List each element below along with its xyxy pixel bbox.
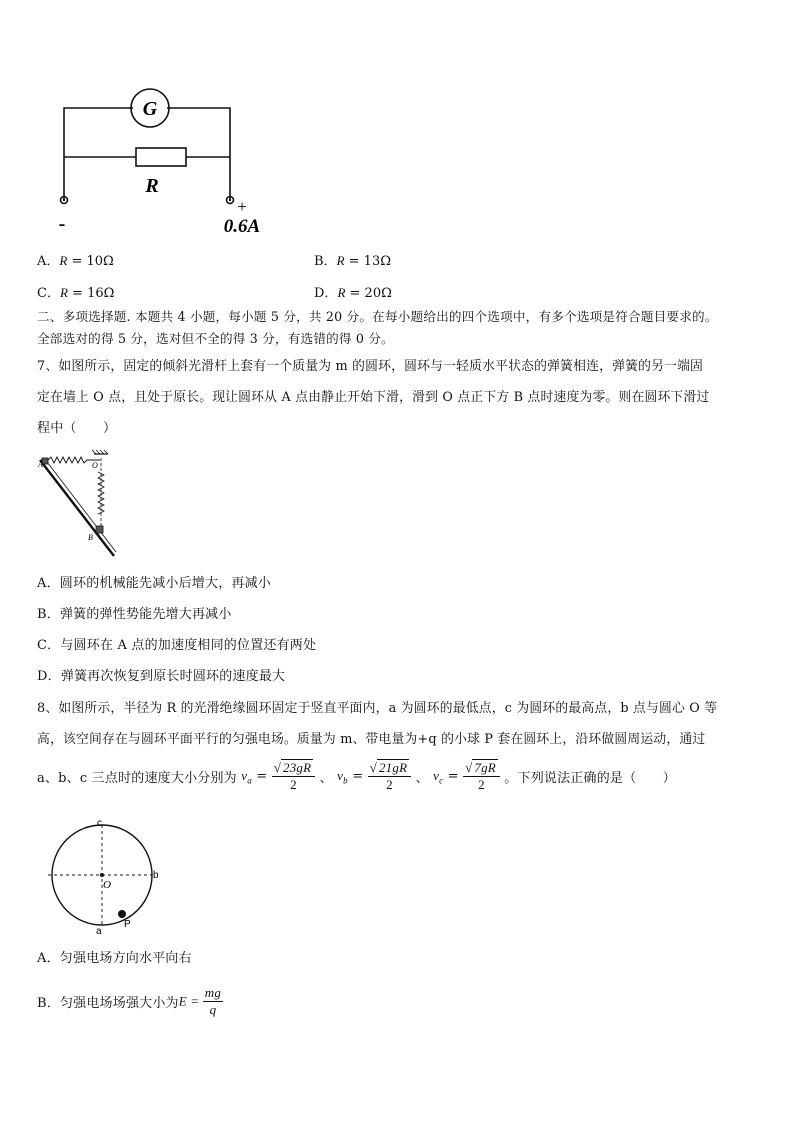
separator: 、 — [319, 771, 333, 786]
q8-line3-suffix: 。下列说法正确的是（ ） — [504, 771, 676, 786]
q7-option-a: A．圆环的机械能先减小后增大，再减小 — [37, 576, 271, 591]
q8-option-b-prefix: B．匀强电场场强大小为 — [37, 996, 179, 1011]
option-var: R — [337, 285, 346, 300]
q8-label-p: P — [124, 919, 131, 930]
option-letter: D． — [314, 286, 338, 301]
option-var: R — [59, 253, 68, 268]
q8-circle-figure — [40, 815, 170, 935]
q7-label-b: B — [88, 533, 93, 542]
field-fraction — [203, 985, 223, 1018]
va-formula: $v_a$ = $\frac{√ 23gR}{2}$ — [241, 769, 319, 784]
field-denominator: q — [203, 1001, 223, 1018]
option-letter: B． — [314, 254, 337, 269]
galvanometer-label: G — [142, 98, 158, 120]
resistor-label: R — [145, 175, 159, 197]
q8-line3-prefix: a、b、c 三点时的速度大小分别为 — [37, 771, 237, 786]
option-var: R — [59, 285, 68, 300]
field-numerator: mg — [204, 985, 222, 1000]
va-subscript: a — [247, 775, 252, 786]
vc-formula: $v_c$ = $\frac{√ 7gR}{2}$ — [433, 769, 504, 784]
minus-terminal-label: - — [58, 213, 66, 235]
q8-option-b — [37, 985, 223, 1018]
q6-option-c — [37, 282, 114, 301]
q8-label-o: O — [103, 879, 111, 891]
va-fraction: $\frac{√ 23gR}{2}$ — [272, 760, 316, 793]
option-letter: C． — [37, 286, 60, 301]
q8-line3 — [37, 760, 676, 793]
vc-symbol: v — [433, 768, 440, 783]
vc-fraction: $\frac{√ 7gR}{2}$ — [463, 760, 500, 793]
q8-option-a: A．匀强电场方向水平向右 — [37, 951, 192, 966]
q8-line1: 8、如图所示，半径为 R 的光滑绝缘圆环固定于竖直平面内，a 为圆环的最低点，c 为圆环的最高点，b 点与圆心 O 等 — [37, 701, 718, 716]
vb-symbol: v — [337, 768, 344, 783]
section2-line1: 二、多项选择题. 本题共 4 小题，每小题 5 分，共 20 分。在每小题给出的四个选项中，有多个选项是符合题目要求的。 — [37, 309, 718, 324]
field-symbol: E = — [178, 993, 203, 1009]
vb-subscript: b — [343, 775, 348, 786]
option-value: = 10Ω — [67, 254, 114, 269]
va-radicand: 23gR — [283, 760, 312, 775]
plus-terminal-label: + — [237, 197, 247, 216]
q7-option-c: C．与圆环在 A 点的加速度相同的位置还有两处 — [37, 638, 317, 653]
q6-option-d — [314, 282, 392, 301]
q8-line2: 高，该空间存在与圆环平面平行的匀强电场。质量为 m、带电量为+q 的小球 P 套在圆环上，沿环做圆周运动，通过 — [37, 732, 706, 747]
option-var: R — [336, 253, 345, 268]
vb-fraction: $\frac{√ 21gR}{2}$ — [368, 760, 412, 793]
q7-line2: 定在墙上 O 点，且处于原长。现让圆环从 A 点由静止开始下滑，滑到 O 点正下方 B 点时速度为零。则在圆环下滑过 — [37, 390, 710, 405]
q8-label-c: c — [97, 818, 102, 829]
circuit-diagram — [50, 80, 270, 240]
vc-subscript: c — [439, 775, 444, 786]
q6-option-b — [314, 250, 391, 269]
q7-label-o: O — [92, 461, 98, 470]
vc-denominator: 2 — [463, 776, 500, 793]
section2-line2: 全部选对的得 5 分，选对但不全的得 3 分，有选错的得 0 分。 — [37, 331, 394, 346]
vb-denominator: 2 — [368, 776, 412, 793]
va-symbol: v — [241, 768, 248, 783]
q7-label-a: A — [38, 460, 43, 469]
q7-option-b: B．弹簧的弹性势能先增大再减小 — [37, 607, 232, 622]
separator: 、 — [415, 771, 429, 786]
q8-label-a: a — [96, 926, 102, 935]
option-value: = 13Ω — [344, 254, 391, 269]
vb-formula: $v_b$ = $\frac{√ 21gR}{2}$ — [337, 769, 415, 784]
option-value: = 16Ω — [67, 286, 115, 301]
q8-label-b: b — [153, 870, 159, 881]
range-label: 0.6A — [223, 216, 261, 237]
option-value: = 20Ω — [345, 286, 392, 301]
va-denominator: 2 — [272, 776, 316, 793]
q6-option-a — [37, 250, 114, 269]
q7-option-d: D．弹簧再次恢复到原长时圆环的速度最大 — [37, 669, 286, 684]
option-letter: A． — [37, 254, 60, 269]
q7-figure — [36, 448, 126, 560]
vc-radicand: 7gR — [474, 760, 496, 775]
vb-radicand: 21gR — [378, 760, 408, 775]
q7-line1: 7、如图所示，固定的倾斜光滑杆上套有一个质量为 m 的圆环，圆环与一轻质水平状态的弹簧相连，弹簧的另一端固 — [37, 359, 704, 374]
q7-line3: 程中（ ） — [37, 421, 117, 436]
